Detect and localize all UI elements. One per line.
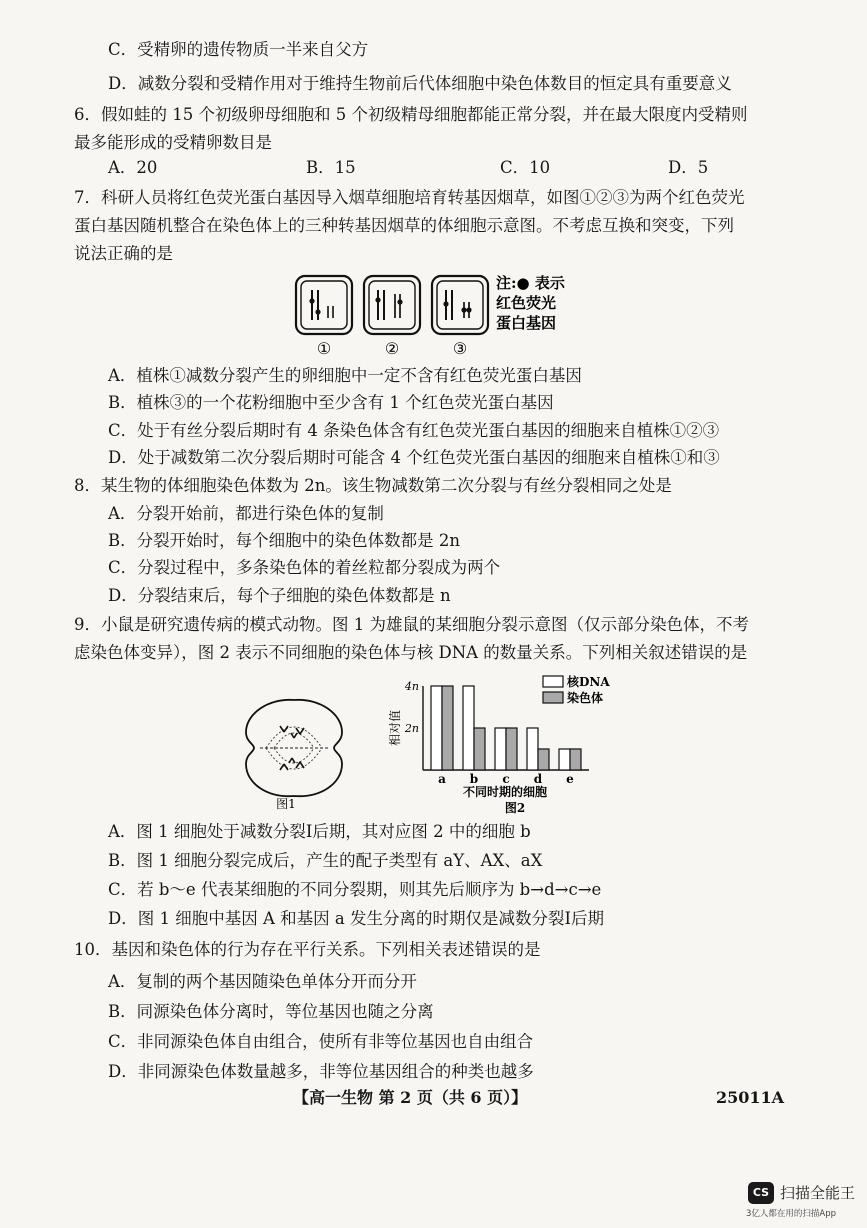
scanner-logo-icon: CS	[748, 1182, 774, 1204]
gene-dot	[443, 301, 448, 306]
q10-stem: 10．基因和染色体的行为存在平行关系。下列相关表述错误的是	[74, 940, 541, 959]
q10-option-d: D．非同源染色体数量越多，非等位基因组合的种类也越多	[108, 1062, 534, 1081]
scanner-name: 扫描全能王	[780, 1184, 856, 1202]
bar-b-chromosome	[474, 728, 485, 770]
q7-stem-line3: 说法正确的是	[74, 244, 173, 263]
gene-dot	[466, 307, 471, 312]
chart-xtick-d: d	[533, 772, 543, 786]
q7-option-c: C．处于有丝分裂后期时有 4 条染色体含有红色荧光蛋白基因的细胞来自植株①②③	[108, 421, 720, 440]
chart-title: 图2	[504, 801, 526, 815]
q7-cell-2	[364, 276, 420, 334]
q7-stem-line2: 蛋白基因随机整合在染色体上的三种转基因烟草的体细胞示意图。不考虑互换和突变，下列	[74, 216, 734, 235]
gene-dot	[461, 307, 466, 312]
q8-stem: 8．某生物的体细胞染色体数为 2n。该生物减数第二次分裂与有丝分裂相同之处是	[74, 476, 672, 495]
bar-c-chromosome	[506, 728, 517, 770]
q8-option-a: A．分裂开始前，都进行染色体的复制	[108, 504, 384, 523]
chart-xlabel: 不同时期的细胞	[462, 785, 548, 799]
q10-option-c: C．非同源染色体自由组合，使所有非等位基因也自由组合	[108, 1032, 534, 1051]
gene-dot	[397, 299, 402, 304]
chart-xtick-c: c	[502, 772, 510, 786]
footer-code: 25011A	[716, 1088, 785, 1107]
q7-note-line2: 红色荧光	[496, 294, 557, 312]
q5-option-c: C．受精卵的遗传物质一半来自父方	[108, 40, 369, 59]
q9-stem-line1: 9．小鼠是研究遗传病的模式动物。图 1 为雄鼠的某细胞分裂示意图（仅示部分染色体，不考	[74, 615, 749, 634]
chart-xtick-a: a	[438, 772, 446, 786]
bar-d-chromosome	[538, 749, 549, 770]
q9-figure-2	[385, 668, 655, 820]
footer-page-number: 【高一生物 第 2 页（共 6 页）】	[293, 1088, 528, 1107]
q7-cell-3	[432, 276, 488, 334]
legend-label-chromosome: 染色体	[567, 691, 604, 705]
bar-a-dna	[431, 686, 442, 770]
q8-option-c: C．分裂过程中，多条染色体的着丝粒都分裂成为两个	[108, 558, 501, 577]
bar-e-chromosome	[570, 749, 581, 770]
q7-cell-1	[296, 276, 352, 334]
chart-xtick-e: e	[566, 772, 574, 786]
q6-option-b: B．15	[306, 158, 356, 177]
q7-cell-label-3: ③	[452, 339, 468, 358]
q10-option-b: B．同源染色体分离时，等位基因也随之分离	[108, 1002, 434, 1021]
q9-option-b: B．图 1 细胞分裂完成后，产生的配子类型有 aY、AX、aX	[108, 851, 543, 870]
q6-stem-line1: 6．假如蛙的 15 个初级卵母细胞和 5 个初级精母细胞都能正常分裂，并在最大限度内受精则	[74, 105, 748, 124]
q9-option-a: A．图 1 细胞处于减数分裂Ⅰ后期，其对应图 2 中的细胞 b	[108, 822, 531, 841]
q7-option-d: D．处于减数第二次分裂后期时可能含 4 个红色荧光蛋白基因的细胞来自植株①和③	[108, 448, 720, 467]
q10-option-a: A．复制的两个基因随染色单体分开而分开	[108, 972, 417, 991]
q6-stem-line2: 最多能形成的受精卵数目是	[74, 133, 272, 152]
scanner-tagline: 3亿人都在用的扫描App	[746, 1209, 837, 1219]
scanner-watermark	[740, 1178, 867, 1228]
q7-figure	[288, 268, 578, 360]
bar-d-dna	[527, 728, 538, 770]
q9-fig1-caption: 图1	[276, 797, 296, 810]
q9-stem-line2: 虑染色体变异），图 2 表示不同细胞的染色体与核 DNA 的数量关系。下列相关叙述错误的是	[74, 643, 748, 662]
bar-a-chromosome	[442, 686, 453, 770]
gene-dot	[375, 297, 380, 302]
legend-label-dna: 核DNA	[567, 675, 610, 689]
bar-e-dna	[559, 749, 570, 770]
q8-option-d: D．分裂结束后，每个子细胞的染色体数都是 n	[108, 586, 451, 605]
q9-option-c: C．若 b～e 代表某细胞的不同分裂期，则其先后顺序为 b→d→c→e	[108, 880, 602, 899]
q6-option-c: C．10	[500, 158, 551, 177]
q7-stem-line1: 7．科研人员将红色荧光蛋白基因导入烟草细胞培育转基因烟草，如图①②③为两个红色荧光	[74, 188, 745, 207]
gene-dot	[315, 309, 320, 314]
q7-cell-label-2: ②	[384, 339, 400, 358]
chart-xtick-b: b	[469, 772, 479, 786]
q9-figure-1	[238, 692, 350, 810]
chart-ytick-4n: 4n	[404, 680, 419, 693]
gene-dot	[309, 298, 314, 303]
q7-option-a: A．植株①减数分裂产生的卵细胞中一定不含有红色荧光蛋白基因	[108, 366, 582, 385]
q9-option-d: D．图 1 细胞中基因 A 和基因 a 发生分离的时期仅是减数分裂Ⅰ后期	[108, 909, 604, 928]
q6-option-a: A．20	[108, 158, 158, 177]
legend-swatch-dna	[543, 676, 563, 687]
page-footer	[0, 1088, 867, 1112]
q5-option-d: D．减数分裂和受精作用对于维持生物前后代体细胞中染色体数目的恒定具有重要意义	[108, 74, 732, 93]
q7-note-line3: 蛋白基因	[496, 314, 557, 332]
q7-note-line1: 注:● 表示	[496, 274, 565, 292]
q7-option-b: B．植株③的一个花粉细胞中至少含有 1 个红色荧光蛋白基因	[108, 393, 554, 412]
bar-c-dna	[495, 728, 506, 770]
chart-ytick-2n: 2n	[404, 722, 419, 735]
chart-ylabel: 相对值	[388, 709, 402, 747]
bar-b-dna	[463, 686, 474, 770]
q6-option-d: D．5	[668, 158, 709, 177]
q8-option-b: B．分裂开始时，每个细胞中的染色体数都是 2n	[108, 531, 460, 550]
q7-cell-label-1: ①	[316, 339, 332, 358]
legend-swatch-chromosome	[543, 692, 563, 703]
